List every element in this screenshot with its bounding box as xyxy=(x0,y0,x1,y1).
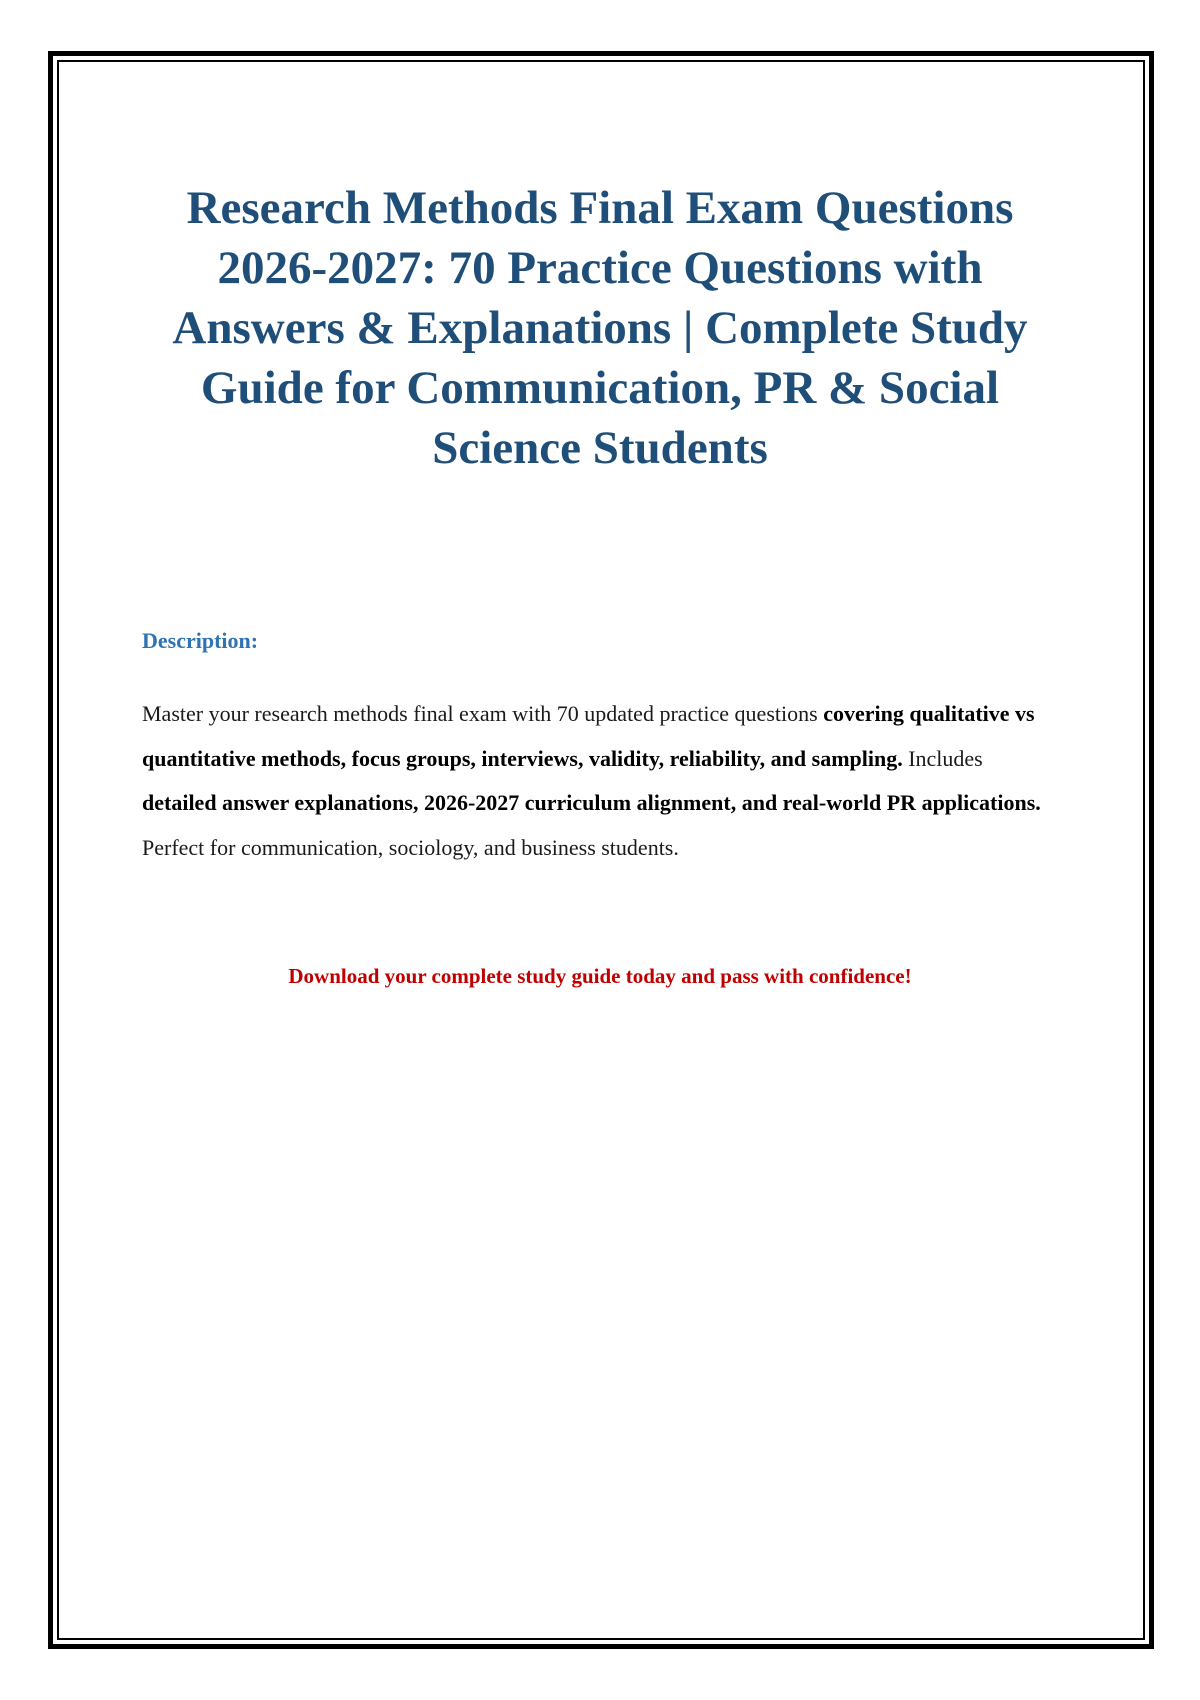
description-text-includes: Includes xyxy=(902,745,983,771)
description-paragraph xyxy=(142,692,1042,870)
description-text-audience: Perfect for communication, sociology, and business students. xyxy=(142,834,679,860)
description-bold-features: detailed answer explanations, 2026-2027 curriculum alignment, and real-world PR applications. xyxy=(142,790,1041,815)
description-text-intro: Master your research methods final exam with 70 updated practice questions xyxy=(142,701,824,726)
description-heading: Description: xyxy=(142,628,259,653)
description-bold-topics: covering qualitative vs quantitative methods, focus groups, interviews, validity, reliability, and sampling. xyxy=(142,701,1035,771)
document-title: Research Methods Final Exam Questions 2026-2027: 70 Practice Questions with Answers & Explanations | Complete Study Guide for Communication, PR & Social Science Students xyxy=(172,182,1028,474)
call-to-action: Download your complete study guide today and pass with confidence! xyxy=(288,964,912,988)
